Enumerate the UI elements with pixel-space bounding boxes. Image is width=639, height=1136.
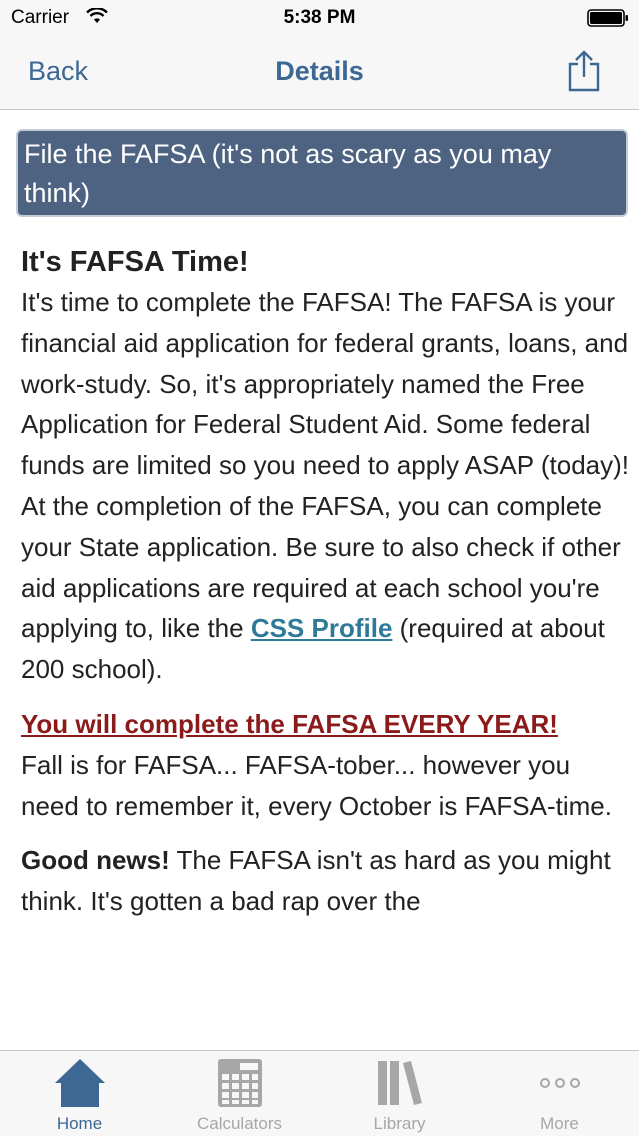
home-icon <box>53 1057 107 1109</box>
tab-home-label: Home <box>56 1114 103 1133</box>
article-paragraph-2 <box>21 704 633 826</box>
status-time: 5:38 PM <box>283 7 356 28</box>
article-body <box>21 242 633 936</box>
article-heading: It's FAFSA Time! <box>21 246 249 278</box>
tab-calculators-label: Calculators <box>196 1114 283 1133</box>
nav-bar <box>0 36 639 110</box>
every-year-heading: You will complete the FAFSA EVERY YEAR! <box>21 708 558 739</box>
tab-calculators[interactable] <box>160 1051 319 1136</box>
share-icon[interactable] <box>567 50 601 92</box>
more-icon <box>534 1057 586 1109</box>
tab-library[interactable] <box>320 1051 479 1136</box>
status-bar <box>0 0 639 36</box>
library-icon <box>374 1057 426 1109</box>
carrier-label: Carrier <box>11 7 70 28</box>
tab-bar <box>0 1050 639 1136</box>
back-button[interactable]: Back <box>28 56 89 86</box>
tab-more-label: More <box>540 1114 579 1133</box>
paragraph-3-text: The FAFSA isn't as hard as you might think. It's gotten a bad rap over the <box>21 845 611 917</box>
tab-more[interactable] <box>480 1051 639 1136</box>
topic-header-title: File the FAFSA (it's not as scary as you may think) <box>24 139 552 208</box>
article-paragraph-3 <box>21 840 633 922</box>
topic-header-box <box>16 129 628 217</box>
good-news-label: Good news! <box>21 845 170 876</box>
battery-icon <box>587 9 629 27</box>
article-paragraph-1 <box>21 282 633 690</box>
tab-home[interactable] <box>0 1051 159 1136</box>
page-title: Details <box>275 56 364 86</box>
content-scroll-area[interactable] <box>0 110 639 1050</box>
calculator-icon <box>216 1057 264 1109</box>
paragraph-1-tail: (required at about 200 school). <box>21 613 605 685</box>
paragraph-2-text: Fall is for FAFSA... FAFSA-tober... however you need to remember it, every October is FAFSA-time. <box>21 749 612 821</box>
paragraph-1-text: It's time to complete the FAFSA! The FAFSA is your financial aid application for federal grants, loans, and work-study. So, it's appropriately named the Free Application for Federal Student Aid. Some federal funds are limited so you need to apply ASAP (today)! At the completion of the FAFSA, you can complete your State application. Be sure to also check if other aid applications are required at each school you're applying to, like the <box>21 287 629 644</box>
css-profile-link[interactable]: CSS Profile <box>250 613 393 644</box>
tab-library-label: Library <box>373 1114 426 1133</box>
